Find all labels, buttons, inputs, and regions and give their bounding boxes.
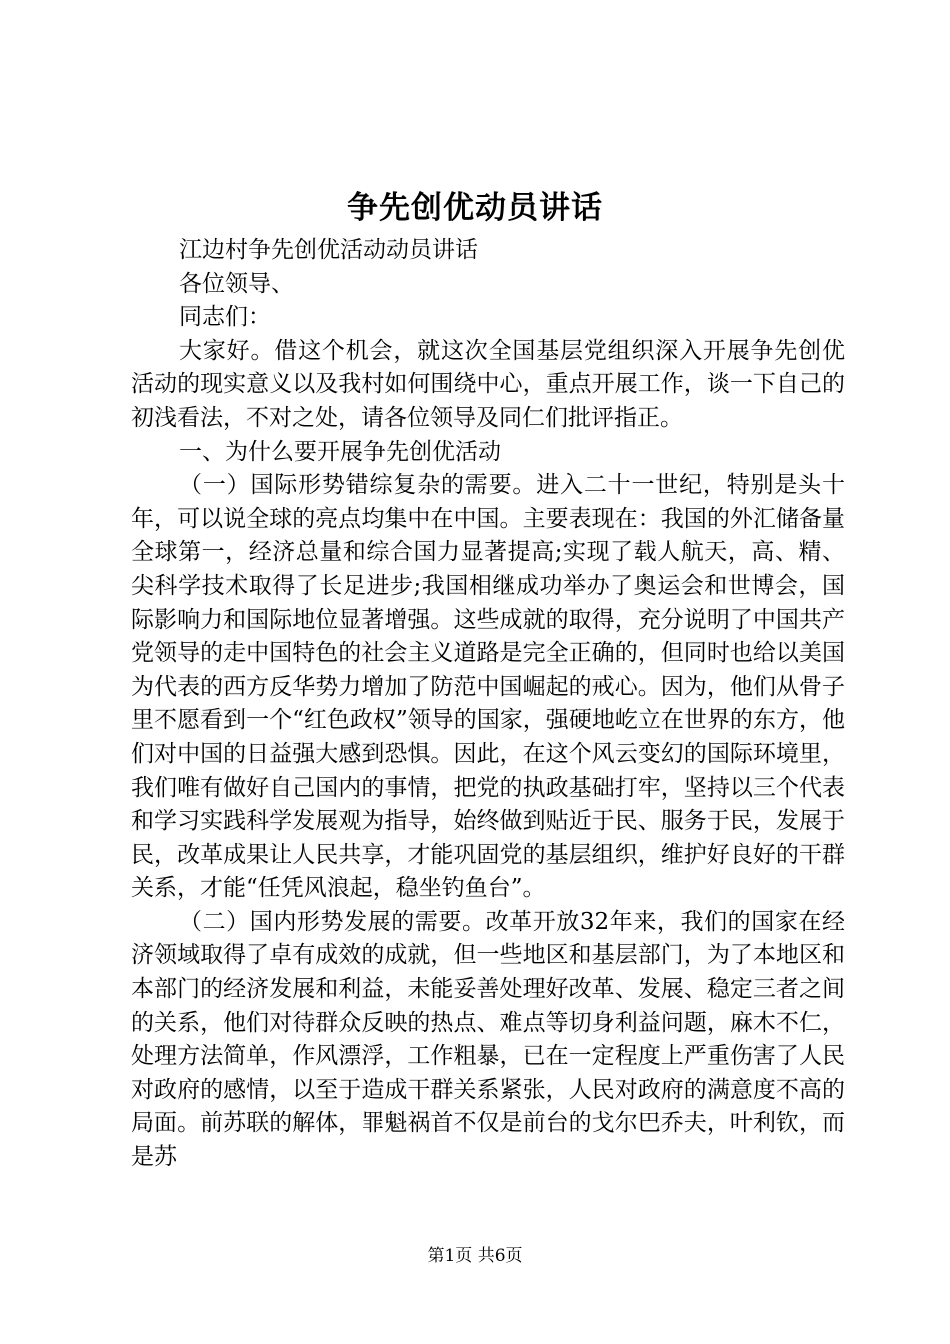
page-footer: 第1页 共6页 — [427, 1246, 523, 1266]
section-heading-1: 一、为什么要开展争先创优活动 — [179, 438, 501, 465]
page-title: 争先创优动员讲话 — [347, 190, 603, 226]
document-subtitle: 江边村争先创优活动动员讲话 — [179, 237, 478, 263]
paragraph-greeting: 大家好。借这个机会，就这次全国基层党组织深入开展争先创优活动的现实意义以及我村如何围绕中心，重点开展工作，谈一下自己的初浅看法，不对之处，请各位领导及同仁们批评指正。 — [131, 337, 845, 431]
paragraph-domestic: （二）国内形势发展的需要。改革开放32年来，我们的国家在经济领域取得了卓有成效的成就，但一些地区和基层部门，为了本地区和本部门的经济发展和利益，未能妥善处理好改革、发展、稳定三者之间的关系，他们对待群众反映的热点、难点等切身利益问题，麻木不仁，处理方法简单，作风漂浮，工作粗暴，已在一定程度上严重伤害了人民对政府的感情，以至于造成干群关系紧张，人民对政府的满意度不高的局面。前苏联的解体，罪魁祸首不仅是前台的戈尔巴乔夫，叶利钦，而是苏 — [131, 908, 845, 1171]
document-body — [131, 234, 845, 1175]
paragraph-international: （一）国际形势错综复杂的需要。进入二十一世纪，特别是头十年，可以说全球的亮点均集中在中国。主要表现在：我国的外汇储备量全球第一，经济总量和综合国力显著提高;实现了载人航天，高、精、尖科学技术取得了长足进步;我国相继成功举办了奥运会和世博会，国际影响力和国际地位显著增强。这些成就的取得，充分说明了中国共产党领导的走中国特色的社会主义道路是完全正确的，但同时也给以美国为代表的西方反华势力增加了防范中国崛起的戒心。因为，他们从骨子里不愿看到一个“红色政权”领导的国家，强硬地屹立在世界的东方，他们对中国的日益强大感到恐惧。因此，在这个风云变幻的国际环境里，我们唯有做好自己国内的事情，把党的执政基础打牢，坚持以三个代表和学习实践科学发展观为指导，始终做到贴近于民、服务于民，发展于民，改革成果让人民共享，才能巩固党的基层组织，维护好良好的干群关系，才能“任凭风浪起，稳坐钓鱼台”。 — [131, 472, 845, 902]
salutation-line-1: 各位领导、 — [179, 270, 294, 297]
salutation-line-2: 同志们： — [179, 304, 271, 331]
